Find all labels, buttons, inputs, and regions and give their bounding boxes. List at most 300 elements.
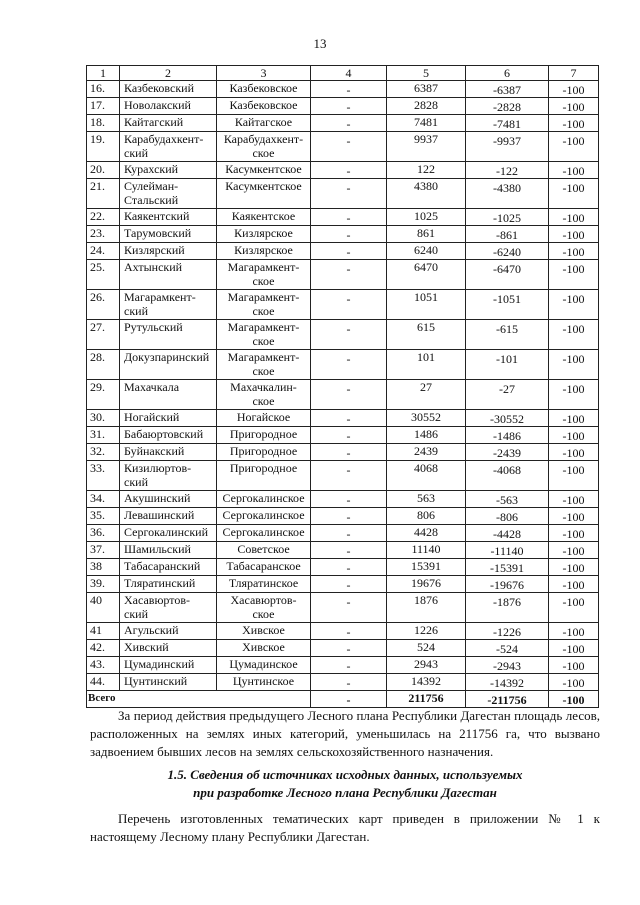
col5-value-text: 1051: [414, 290, 438, 304]
row-number: [87, 593, 120, 623]
col6-value-text: -15391: [490, 561, 524, 575]
total-col7-text: -100: [562, 693, 585, 707]
district-name-line: Шамильский: [124, 542, 191, 556]
forestry-name: [217, 209, 311, 226]
district-name: [120, 525, 217, 542]
col7-value-text: -100: [562, 322, 585, 336]
col7-value-text: -100: [562, 211, 585, 225]
forestry-name: [217, 657, 311, 674]
col5-value: [387, 243, 466, 260]
row-number-text: 31.: [90, 427, 105, 441]
col7-value: [549, 98, 599, 115]
district-name-line: Буйнакский: [124, 444, 185, 458]
forestry-name-line: Казбековское: [229, 98, 298, 112]
row-number-text: 36.: [90, 525, 105, 539]
district-name: [120, 674, 217, 691]
col4-value: [311, 209, 387, 226]
row-number: [87, 542, 120, 559]
district-name: [120, 98, 217, 115]
col7-value-text: -100: [562, 642, 585, 656]
col6-value-text: -11140: [490, 544, 524, 558]
row-number-text: 32.: [90, 444, 105, 458]
section-heading-line-1: 1.5. Сведения об источниках исходных данных, используемых: [167, 767, 523, 782]
col4-value-text: -: [346, 412, 351, 426]
forestry-name-line: Пригородное: [229, 427, 298, 441]
table-row: [87, 162, 599, 179]
forestry-name-line: ское: [252, 607, 275, 621]
col5-value: [387, 179, 466, 209]
col4-value: [311, 525, 387, 542]
col6-value: [466, 427, 549, 444]
col7-value-text: -100: [562, 262, 585, 276]
district-name: [120, 179, 217, 209]
forestry-name-line: ское: [252, 304, 275, 318]
col6-value: [466, 179, 549, 209]
col4-value-text: -: [346, 262, 351, 276]
col6-value: [466, 623, 549, 640]
col6-value: [466, 559, 549, 576]
forestry-name-line: Сергокалинское: [222, 491, 305, 505]
district-name-line: Стальский: [124, 193, 179, 207]
col7-value-text: -100: [562, 117, 585, 131]
col7-value-text: -100: [562, 412, 585, 426]
total-col7: [549, 691, 599, 708]
forestry-name: [217, 350, 311, 380]
col4-value-text: -: [346, 659, 351, 673]
col4-value-text: -: [346, 446, 351, 460]
col7-value: [549, 132, 599, 162]
district-name: [120, 559, 217, 576]
district-name-line: Цумадинский: [124, 657, 195, 671]
forestry-name-line: Хивское: [242, 640, 285, 654]
district-name: [120, 209, 217, 226]
row-number-text: 26.: [90, 290, 105, 304]
table-row: [87, 542, 599, 559]
col7-value: [549, 640, 599, 657]
district-name-line: Кайтагский: [124, 115, 184, 129]
col6-value: [466, 350, 549, 380]
row-number-text: 23.: [90, 226, 105, 240]
col5-value: [387, 525, 466, 542]
district-name-line: Табасаранский: [124, 559, 201, 573]
forestry-name-line: Магарамкент-: [227, 320, 300, 334]
row-number-text: 35.: [90, 508, 105, 522]
col5-value: [387, 508, 466, 525]
col7-value: [549, 209, 599, 226]
total-col4: [311, 691, 387, 708]
row-number: [87, 179, 120, 209]
col7-value: [549, 559, 599, 576]
table-row: [87, 226, 599, 243]
table-row: [87, 320, 599, 350]
col7-value-text: -100: [562, 510, 585, 524]
col5-value: [387, 542, 466, 559]
col4-value-text: -: [346, 625, 351, 639]
forestry-name: [217, 226, 311, 243]
forestry-name: [217, 115, 311, 132]
row-number: [87, 81, 120, 98]
forestry-name-line: Цумадинское: [229, 657, 298, 671]
forestry-name-line: Магарамкент-: [227, 260, 300, 274]
col6-value-text: -30552: [490, 412, 524, 426]
district-name: [120, 542, 217, 559]
table-row: [87, 525, 599, 542]
column-header: 1: [87, 66, 120, 81]
table-row: [87, 350, 599, 380]
district-name-line: Казбековский: [124, 81, 195, 95]
table-row: [87, 209, 599, 226]
col5-value-text: 15391: [411, 559, 441, 573]
col5-value-text: 30552: [411, 410, 441, 424]
forestry-name-line: Хасавюртов-: [230, 593, 297, 607]
row-number: [87, 491, 120, 508]
forestry-name: [217, 593, 311, 623]
col6-value: [466, 162, 549, 179]
forestry-name-line: Казбековское: [229, 81, 298, 95]
district-name-line: Сулейман-: [124, 179, 179, 193]
row-number: [87, 209, 120, 226]
row-number: [87, 115, 120, 132]
col5-value: [387, 576, 466, 593]
col4-value: [311, 559, 387, 576]
col6-value-text: -7481: [493, 117, 521, 131]
forestry-name: [217, 81, 311, 98]
page-number: 13: [313, 36, 327, 51]
col4-value-text: -: [346, 211, 351, 225]
col6-value-text: -1486: [493, 429, 521, 443]
col5-value: [387, 290, 466, 320]
col6-value-text: -806: [496, 510, 518, 524]
table-row: [87, 380, 599, 410]
row-number-text: 17.: [90, 98, 105, 112]
table-row: [87, 98, 599, 115]
table-total-row: [87, 691, 599, 708]
col4-value: [311, 623, 387, 640]
row-number: [87, 461, 120, 491]
col5-value-text: 806: [417, 508, 435, 522]
col7-value: [549, 444, 599, 461]
col4-value: [311, 81, 387, 98]
col5-value: [387, 491, 466, 508]
district-name-line: Цунтинский: [124, 674, 188, 688]
col7-value-text: -100: [562, 493, 585, 507]
col4-value: [311, 444, 387, 461]
district-name-line: Левашинский: [124, 508, 195, 522]
forestry-name: [217, 243, 311, 260]
col5-value-text: 19676: [411, 576, 441, 590]
forestry-name: [217, 179, 311, 209]
table-row: [87, 132, 599, 162]
forestry-name-line: Каякентское: [231, 209, 296, 223]
col6-value: [466, 444, 549, 461]
col7-value-text: -100: [562, 134, 585, 148]
col7-value: [549, 320, 599, 350]
forestry-name: [217, 410, 311, 427]
col6-value-text: -2439: [493, 446, 521, 460]
col5-value: [387, 350, 466, 380]
col7-value: [549, 576, 599, 593]
row-number: [87, 427, 120, 444]
col4-value: [311, 640, 387, 657]
row-number-text: 22.: [90, 209, 105, 223]
row-number: [87, 559, 120, 576]
row-number-text: 41: [90, 623, 102, 637]
col6-value: [466, 260, 549, 290]
forestry-name-line: Хивское: [242, 623, 285, 637]
forestry-name-line: Советское: [237, 542, 290, 556]
col7-value: [549, 179, 599, 209]
col5-value-text: 524: [417, 640, 435, 654]
forestry-name-line: Тляратинское: [228, 576, 299, 590]
col4-value: [311, 427, 387, 444]
row-number-text: 43.: [90, 657, 105, 671]
col7-value-text: -100: [562, 578, 585, 592]
col6-value-text: -101: [496, 352, 518, 366]
table-row: [87, 640, 599, 657]
district-name-line: Тляратинский: [124, 576, 196, 590]
col5-value-text: 6470: [414, 260, 438, 274]
forestry-name: [217, 290, 311, 320]
col5-value-text: 615: [417, 320, 435, 334]
col7-value-text: -100: [562, 625, 585, 639]
district-name-line: Новолакский: [124, 98, 191, 112]
forestry-name: [217, 162, 311, 179]
col5-value: [387, 380, 466, 410]
col5-value-text: 7481: [414, 115, 438, 129]
col7-value-text: -100: [562, 382, 585, 396]
forestry-name: [217, 98, 311, 115]
col6-value: [466, 98, 549, 115]
district-name-line: ский: [124, 146, 148, 160]
forestry-name-line: ское: [252, 334, 275, 348]
col7-value-text: -100: [562, 561, 585, 575]
row-number-text: 24.: [90, 243, 105, 257]
col5-value-text: 4428: [414, 525, 438, 539]
district-name: [120, 260, 217, 290]
table-row: [87, 260, 599, 290]
row-number-text: 29.: [90, 380, 105, 394]
forestry-name-line: Махачкалин-: [230, 380, 297, 394]
col4-value-text: -: [346, 429, 351, 443]
col5-value-text: 11140: [411, 542, 441, 556]
col6-value-text: -1051: [493, 292, 521, 306]
col5-value: [387, 226, 466, 243]
col5-value-text: 6387: [414, 81, 438, 95]
col6-value: [466, 243, 549, 260]
col6-value: [466, 380, 549, 410]
forestry-name-line: Сергокалинское: [222, 508, 305, 522]
district-name: [120, 350, 217, 380]
col7-value: [549, 290, 599, 320]
district-name-line: Сергокалинский: [124, 525, 209, 539]
col5-value-text: 6240: [414, 243, 438, 257]
row-number: [87, 508, 120, 525]
col4-value-text: -: [346, 164, 351, 178]
col6-value-text: -122: [496, 164, 518, 178]
table-row: [87, 179, 599, 209]
col7-value-text: -100: [562, 676, 585, 690]
row-number-text: 19.: [90, 132, 105, 146]
col5-value-text: 4380: [414, 179, 438, 193]
forestry-name-line: Магарамкент-: [227, 350, 300, 364]
row-number-text: 42.: [90, 640, 105, 654]
col5-value-text: 27: [420, 380, 432, 394]
col4-value: [311, 290, 387, 320]
table-row: [87, 491, 599, 508]
row-number: [87, 640, 120, 657]
district-name-line: Кизилюртов-: [124, 461, 192, 475]
forestry-name: [217, 576, 311, 593]
col6-value-text: -563: [496, 493, 518, 507]
row-number: [87, 350, 120, 380]
col7-value: [549, 657, 599, 674]
paragraph-maps: Перечень изготовленных тематических карт приведен в приложении № 1 к настоящему Лесному плану Республики Дагестан.: [90, 811, 600, 844]
col6-value-text: -4380: [493, 181, 521, 195]
row-number-text: 30.: [90, 410, 105, 424]
district-name: [120, 491, 217, 508]
district-name-line: ский: [124, 475, 148, 489]
row-number-text: 28.: [90, 350, 105, 364]
col5-value: [387, 623, 466, 640]
forestry-name-line: Пригородное: [229, 444, 298, 458]
col7-value-text: -100: [562, 164, 585, 178]
table-row: [87, 290, 599, 320]
col6-value-text: -1876: [493, 595, 521, 609]
forestry-name-line: Ногайское: [236, 410, 291, 424]
col5-value-text: 861: [417, 226, 435, 240]
col7-value-text: -100: [562, 544, 585, 558]
forestry-name: [217, 674, 311, 691]
col6-value-text: -615: [496, 322, 518, 336]
forestry-name: [217, 444, 311, 461]
total-col6-text: -211756: [487, 693, 527, 707]
col4-value-text: -: [346, 382, 351, 396]
col6-value-text: -27: [499, 382, 515, 396]
district-name: [120, 640, 217, 657]
col6-value: [466, 81, 549, 98]
col5-value-text: 2828: [414, 98, 438, 112]
col6-value-text: -524: [496, 642, 518, 656]
district-name-line: ский: [124, 607, 148, 621]
col4-value-text: -: [346, 676, 351, 690]
col4-value-text: -: [346, 544, 351, 558]
col4-value: [311, 576, 387, 593]
col5-value-text: 9937: [414, 132, 438, 146]
col4-value: [311, 380, 387, 410]
col4-value-text: -: [346, 83, 351, 97]
col4-value-text: -: [346, 642, 351, 656]
district-name-line: Хасавюртов-: [124, 593, 191, 607]
col6-value: [466, 542, 549, 559]
col5-value-text: 563: [417, 491, 435, 505]
col5-value: [387, 260, 466, 290]
forestry-name: [217, 640, 311, 657]
forestry-name-line: ское: [252, 364, 275, 378]
col4-value: [311, 115, 387, 132]
district-name-line: Хивский: [124, 640, 169, 654]
row-number-text: 25.: [90, 260, 105, 274]
col4-value-text: -: [346, 595, 351, 609]
col4-value-text: -: [346, 100, 351, 114]
col5-value: [387, 209, 466, 226]
row-number: [87, 525, 120, 542]
district-name-line: Докузпаринский: [124, 350, 210, 364]
forestry-name-line: Цунтинское: [232, 674, 295, 688]
col5-value: [387, 674, 466, 691]
district-name: [120, 115, 217, 132]
district-name-line: Карабудахкент-: [124, 132, 204, 146]
table-row: [87, 657, 599, 674]
district-name-line: Курахский: [124, 162, 179, 176]
table-row: [87, 410, 599, 427]
col5-value-text: 2439: [414, 444, 438, 458]
col6-value-text: -6240: [493, 245, 521, 259]
district-name-line: Магарамкент-: [124, 290, 196, 304]
col6-value: [466, 209, 549, 226]
row-number: [87, 623, 120, 640]
col6-value-text: -2828: [493, 100, 521, 114]
table-header-row: [87, 66, 599, 81]
col4-value-text: -: [346, 527, 351, 541]
row-number-text: 39.: [90, 576, 105, 590]
row-number: [87, 576, 120, 593]
col7-value-text: -100: [562, 228, 585, 242]
col7-value: [549, 427, 599, 444]
row-number: [87, 380, 120, 410]
district-name: [120, 623, 217, 640]
forestry-name-line: Касумкентское: [225, 179, 302, 193]
table-row: [87, 576, 599, 593]
col4-value: [311, 260, 387, 290]
col6-value: [466, 290, 549, 320]
col6-value-text: -9937: [493, 134, 521, 148]
col6-value: [466, 593, 549, 623]
forestry-name: [217, 427, 311, 444]
col4-value-text: -: [346, 228, 351, 242]
forestry-name: [217, 461, 311, 491]
district-name: [120, 410, 217, 427]
total-label: [87, 691, 311, 708]
forestry-name: [217, 559, 311, 576]
col6-value: [466, 132, 549, 162]
district-name: [120, 427, 217, 444]
col6-value-text: -4068: [493, 463, 521, 477]
col7-value-text: -100: [562, 659, 585, 673]
col4-value: [311, 179, 387, 209]
col5-value-text: 1486: [414, 427, 438, 441]
row-number: [87, 243, 120, 260]
col6-value: [466, 115, 549, 132]
col5-value: [387, 559, 466, 576]
table-row: [87, 674, 599, 691]
col5-value: [387, 593, 466, 623]
col4-value: [311, 243, 387, 260]
district-name-line: Ахтынский: [124, 260, 183, 274]
col7-value: [549, 525, 599, 542]
col6-value-text: -6470: [493, 262, 521, 276]
col7-value: [549, 542, 599, 559]
col4-value: [311, 350, 387, 380]
col5-value: [387, 81, 466, 98]
forestry-name-line: ское: [252, 394, 275, 408]
district-name: [120, 320, 217, 350]
col5-value-text: 1226: [414, 623, 438, 637]
table-row: [87, 593, 599, 623]
row-number: [87, 260, 120, 290]
col5-value-text: 14392: [411, 674, 441, 688]
section-heading-line-2: при разработке Лесного плана Республики Дагестан: [193, 785, 497, 800]
district-name: [120, 444, 217, 461]
